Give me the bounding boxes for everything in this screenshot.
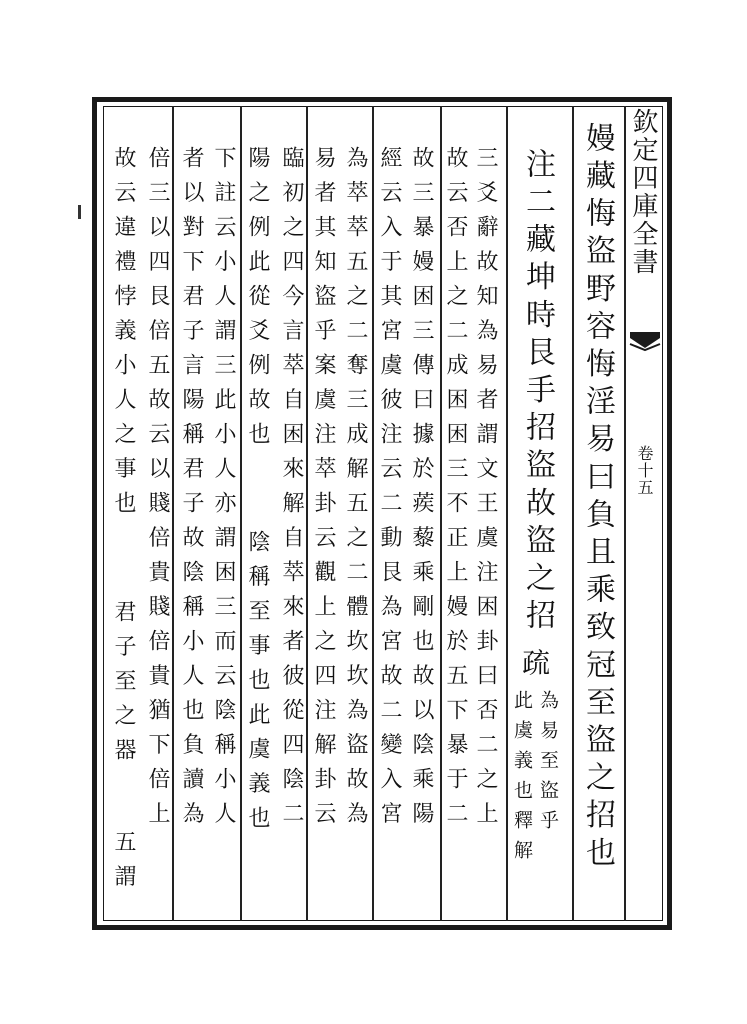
text-column-14b: 君子至之器 <box>111 600 136 773</box>
text-column-14c: 五謂 <box>111 830 136 899</box>
text-column-6: 經云入于其宮虞彼注云二動艮為宮故二變入宮 <box>377 146 402 836</box>
text-column-5: 故三暴嫚困三傳曰據於蒺藜乘剛也故以陰乘陽 <box>409 146 434 836</box>
text-column-2-note-b: 此虞義也釋解 <box>511 690 533 870</box>
text-column-10a: 陽之例此從爻例故也 <box>245 146 270 457</box>
text-column-2: 注二藏坤時艮手招盜故盜之招 <box>520 148 555 637</box>
column-rule <box>172 106 174 921</box>
text-column-2-heading: 疏 <box>518 648 551 684</box>
text-column-14a: 故云違禮悖義小人之事也 <box>111 146 136 526</box>
juan-number: 卷十五 <box>635 445 654 496</box>
text-column-11: 下註云小人謂三此小人亦謂困三而云陰稱小人 <box>211 146 236 836</box>
text-column-1: 嫚藏悔盜野容悔淫易曰負且乘致冠至盜之招也 <box>580 122 615 874</box>
column-rule <box>624 106 626 921</box>
column-rule <box>306 106 308 921</box>
column-rule <box>572 106 574 921</box>
text-column-7: 為萃萃五之二奪三成解五之二體坎坎為盜故為 <box>343 146 368 836</box>
text-column-8: 易者其知盜乎案虞注萃卦云觀上之四注解卦云 <box>311 146 336 836</box>
column-rule <box>240 106 242 921</box>
text-column-3: 三爻辭故知為易者謂文王虞注困卦曰否二之上 <box>473 146 498 836</box>
column-rule <box>440 106 442 921</box>
text-column-4: 故云否上之二成困困三不正上嫚於五下暴于二 <box>443 146 468 836</box>
book-title: 欽定四庫全書 <box>628 108 658 276</box>
text-column-12: 者以對下君子言陽稱君子故陰稱小人也負讀為 <box>179 146 204 836</box>
fish-tail-icon <box>628 330 662 352</box>
text-column-13: 倍三以四艮倍五故云以賤倍貴賤倍貴猶下倍上 <box>145 146 170 836</box>
column-rule <box>506 106 508 921</box>
text-column-10b: 陰稱至事也此虞義也 <box>245 530 270 841</box>
text-column-2-note-a: 為易至盜乎 <box>537 690 559 840</box>
column-rule <box>372 106 374 921</box>
binding-mark <box>78 205 81 219</box>
text-column-9: 臨初之四今言萃自困來解自萃來者彼從四陰二 <box>279 146 304 836</box>
